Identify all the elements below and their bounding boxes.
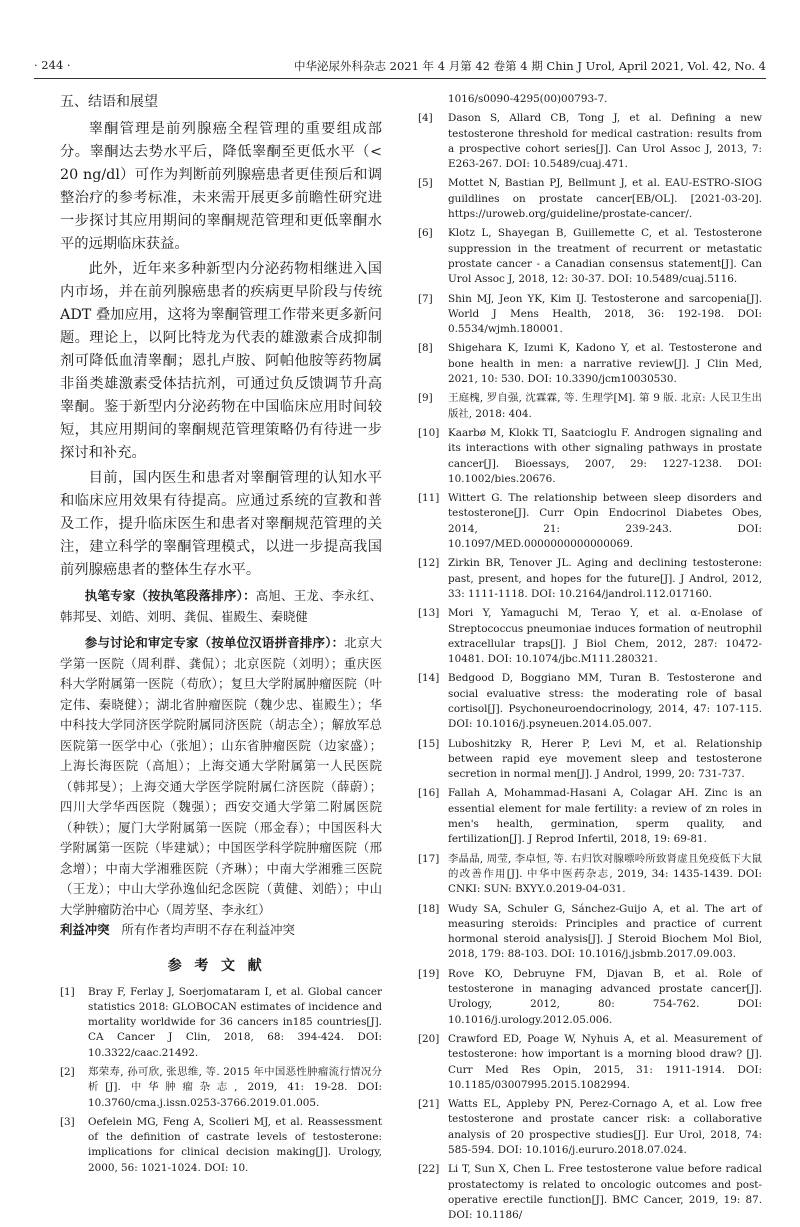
- reference-text: Shin MJ, Jeon YK, Kim IJ. Testosterone and sarcopenia[J]. World J Mens Health, 2018, 36: 192-198. DOI: 0.5534/wjmh.180001.: [448, 292, 762, 336]
- reference-number: [4]: [418, 112, 433, 125]
- reference-number: [5]: [418, 177, 433, 190]
- reference-text: Oefelein MG, Feng A, Scolieri MJ, et al. Reassessment of the definition of castrate levels of testosterone: implications for clinical decision making[J]. Urology, 2000, 56: 1021-1024. DOI: 10.: [88, 1115, 382, 1174]
- reference-number: [12]: [418, 557, 440, 570]
- reference-item: [418, 1097, 762, 1158]
- reference-number: [3]: [60, 1115, 75, 1128]
- reference-number: [11]: [418, 492, 440, 505]
- body-paragraph: 睾酮管理是前列腺癌全程管理的重要组成部分。睾酮达去势水平后，降低睾酮至更低水平（< 20 ng/dl）可作为判断前列腺癌患者更佳预后和调整治疗的参考标准，未来需开展更多前瞻性研究进一步探讨其应用期间的睾酮规范管理和更低睾酮水平的远期临床获益。: [60, 121, 382, 252]
- reference-text: Li T, Sun X, Chen L. Free testosterone value before radical prostatectomy is related to oncologic outcomes and post-operative erectile function[J]. BMC Cancer, 2019, 19: 87. DOI: 10.1186/: [448, 1163, 762, 1222]
- reference-text: Crawford ED, Poage W, Nyhuis A, et al. Measurement of testosterone: how important is a morning blood draw? [J]. Curr Med Res Opin, 2015, 31: 1911-1914. DOI: 10.1185/03007995.2015.1082994.: [448, 1032, 762, 1091]
- reference-number: [6]: [418, 227, 433, 240]
- left-column: [60, 92, 382, 1180]
- reference-number: [21]: [418, 1098, 440, 1111]
- reference-text: Bray F, Ferlay J, Soerjomataram I, et al. Global cancer statistics 2018: GLOBOCAN estimates of incidence and mortality worldwide for 36 cancers in185 countries[J]. CA Cancer J Clin, 2018, 68: 394-424. DOI: 10.3322/caac.21492.: [88, 985, 382, 1059]
- reviewers-note: [60, 633, 382, 920]
- body-paragraph: 目前，国内医生和患者对睾酮管理的认知水平和临床应用效果有待提高。应通过系统的宣教和普及工作，提升临床医生和患者对睾酮规范管理的关注，建立科学的睾酮管理模式，以进一步提高我国前列腺癌患者的整体生存水平。: [60, 470, 382, 578]
- reference-number: [14]: [418, 672, 440, 685]
- reference-item: [418, 902, 762, 963]
- conflict-note: [60, 920, 382, 941]
- reference-item: [418, 852, 762, 898]
- reference-item: [418, 1162, 762, 1223]
- reference-text: Kaarbø M, Klokk TI, Saatcioglu F. Androgen signaling and its interactions with other signaling pathways in prostate cancer[J]. Bioessays, 2007, 29: 1227-1238. DOI: 10.1002/bies.20676.: [448, 426, 762, 485]
- reference-number: [18]: [418, 902, 440, 915]
- reference-text: Luboshitzky R, Herer P, Levi M, et al. Relationship between rapid eye movement sleep and testosterone secretion in normal men[J]. J Androl, 1999, 20: 731-737.: [448, 737, 762, 781]
- reference-item: [60, 1065, 382, 1111]
- reference-number: [8]: [418, 342, 433, 355]
- reference-continuation: 1016/s0090-4295(00)00793-7.: [448, 93, 608, 105]
- reference-number: [13]: [418, 607, 440, 620]
- references-left: [60, 985, 382, 1177]
- conflict-label: 利益冲突: [60, 922, 110, 937]
- references-right: [418, 111, 762, 1223]
- running-header: [34, 56, 766, 79]
- reviewers-text: 北京大学第一医院（周利群、龚侃）；北京医院（刘明）；重庆医科大学附属第一医院（苟欣）；复旦大学附属肿瘤医院（叶定伟、秦晓健）；湖北省肿瘤医院（魏少忠、崔殿生）；华中科技大学同济医学院附属同济医院（胡志全）；解放军总医院第一医学中心（张旭）；山东省肿瘤医院（边家盛）；上海长海医院（高旭）；上海交通大学附属第一人民医院（韩邦旻）；上海交通大学医学院附属仁济医院（薛蔚）；四川大学华西医院（魏强）；西安交通大学第二附属医院（种铁）；厦门大学附属第一医院（邢金春）；中国医科大学附属第一医院（毕建斌）；中国医学科学院肿瘤医院（邢念增）；中南大学湘雅医院（齐琳）；中南大学湘雅三医院（王龙）；中山大学孙逸仙纪念医院（黄健、刘皓）；中山大学肿瘤防治中心（周芳坚、李永红）: [60, 635, 382, 917]
- authors-text: 高旭、王龙、李永红、韩邦旻、刘皓、刘明、龚侃、崔殿生、秦晓健: [60, 588, 382, 624]
- reference-number: [20]: [418, 1032, 440, 1045]
- reference-number: [2]: [60, 1065, 75, 1078]
- conflict-text: 所有作者均声明不存在利益冲突: [121, 922, 295, 937]
- reference-text: Wudy SA, Schuler G, Sánchez-Guijo A, et al. The art of measuring steroids: Principles and practice of current hormonal steroid analysis[J]. J Steroid Biochem Mol Biol, 2018, 179: 88-103. DOI: 10.1016/j.jsbmb.2017.09.003.: [448, 902, 762, 961]
- reference-item: [418, 556, 762, 602]
- reference-item: [418, 176, 762, 222]
- section-heading: 五、结语和展望: [60, 94, 158, 110]
- authors-note: [60, 586, 382, 627]
- reference-text: Mottet N, Bastian PJ, Bellmunt J, et al. EAU-ESTRO-SIOG guildlines on prostate cancer[EB/OL]. [2021-03-20]. https://uroweb.org/guideline/prostate-cancer/.: [448, 177, 762, 221]
- reference-text: Klotz L, Shayegan B, Guillemette C, et al. Testosterone suppression in the treatment of recurrent or metastatic prostate cancer - a Canadian consensus statement[J]. Can Urol Assoc J, 2018, 12: 30-37. DOI: 10.5489/cuaj.5116.: [448, 227, 762, 286]
- reference-text: 王庭槐, 罗自强, 沈霖霖, 等. 生理学[M]. 第 9 版. 北京: 人民卫生出版社, 2018: 404.: [448, 392, 762, 420]
- reference-item: [418, 111, 762, 172]
- reference-item: [418, 426, 762, 487]
- reference-item: [418, 1032, 762, 1093]
- reference-number: [10]: [418, 426, 440, 439]
- reference-number: [22]: [418, 1163, 440, 1176]
- reference-item: [418, 341, 762, 387]
- reviewers-label: 参与讨论和审定专家（按单位汉语拼音排序）：: [84, 635, 345, 650]
- reference-item: [418, 491, 762, 552]
- reference-text: Bedgood D, Boggiano MM, Turan B. Testosterone and social evaluative stress: the moderating role of basal cortisol[J]. Psychoneuroendocrinology, 2014, 47: 107-115. DOI: 10.1016/j.psyneuen.2014.05.007.: [448, 672, 762, 731]
- reference-number: [15]: [418, 737, 440, 750]
- references-heading: 参考文献: [167, 957, 275, 974]
- reference-text: Zirkin BR, Tenover JL. Aging and declining testosterone: past, present, and hopes for the future[J]. J Androl, 2012, 33: 1111-1118. DOI: 10.2164/jandrol.112.017160.: [448, 557, 762, 600]
- reference-item: [418, 391, 762, 422]
- reference-text: 郑荣寿, 孙可欣, 张思维, 等. 2015 年中国恶性肿瘤流行情况分析[J]. 中华肿瘤杂志, 2019, 41: 19-28. DOI: 10.3760/cma.j.issn.0253-3766.2019.01.005.: [88, 1065, 382, 1109]
- reference-item: [418, 671, 762, 732]
- reference-item: [418, 292, 762, 338]
- reference-text: Mori Y, Yamaguchi M, Terao Y, et al. α-Enolase of Streptococcus pneumoniae induces formation of neutrophil extracellular traps[J]. J Biol Chem, 2012, 287: 10472-10481. DOI: 10.1074/jbc.M111.280321.: [448, 607, 762, 666]
- reference-item: [60, 1115, 382, 1176]
- reference-text: Watts EL, Appleby PN, Perez-Cornago A, et al. Low free testosterone and prostate cancer risk: a collaborative analysis of 20 prospective studies[J]. Eur Urol, 2018, 74: 585-594. DOI: 10.1016/j.eururo.2018.07.024.: [448, 1098, 762, 1156]
- reference-number: [7]: [418, 292, 433, 305]
- reference-item: [418, 786, 762, 847]
- reference-number: [17]: [418, 852, 440, 865]
- reference-text: Shigehara K, Izumi K, Kadono Y, et al. Testosterone and bone health in men: a narrative review[J]. J Clin Med, 2021, 10: 530. DOI: 10.3390/jcm10030530.: [448, 342, 762, 386]
- reference-item: [418, 967, 762, 1028]
- body-paragraph: 此外，近年来多种新型内分泌药物相继进入国内市场，并在前列腺癌患者的疾病更早阶段与传统 ADT 叠加应用，这将为睾酮管理工作带来更多新问题。理论上，以阿比特龙为代表的雄激素合成抑制剂可降低血清睾酮；恩扎卢胺、阿帕他胺等药物属非甾类雄激素受体拮抗剂，可通过负反馈调节升高睾酮。鉴于新型内分泌药物在中国临床应用时间较短，其应用期间的睾酮规范管理策略仍有待进一步探讨和补充。: [60, 261, 382, 461]
- page-number: · 244 ·: [34, 58, 71, 72]
- reference-item: [418, 606, 762, 667]
- reference-text: 李晶晶, 周莹, 李卓恒, 等. 右归饮对腺嘌呤所致肾虚且免疫低下大鼠的改善作用[J]. 中华中医药杂志, 2019, 34: 1435-1439. DOI: CNKI: SUN: BXYY.0.2019-04-031.: [448, 852, 762, 896]
- reference-number: [16]: [418, 787, 440, 800]
- reference-text: Dason S, Allard CB, Tong J, et al. Defining a new testosterone threshold for medical castration: results from a prospective cohort series[J]. Can Urol Assoc J, 2013, 7: E263-267. DOI: 10.5489/cuaj.471.: [448, 112, 762, 171]
- reference-text: Rove KO, Debruyne FM, Djavan B, et al. Role of testosterone in managing advanced prostate cancer[J]. Urology, 2012, 80: 754-762. DOI: 10.1016/j.urology.2012.05.006.: [448, 967, 762, 1026]
- journal-citation: 中华泌尿外科杂志 2021 年 4 月第 42 卷第 4 期 Chin J Urol, April 2021, Vol. 42, No. 4: [293, 59, 766, 73]
- reference-item: [418, 737, 762, 783]
- reference-text: Wittert G. The relationship between sleep disorders and testosterone[J]. Curr Opin Endocrinol Diabetes Obes, 2014, 21: 239-243. DOI: 10.1097/MED.0000000000000069.: [448, 492, 762, 551]
- reference-number: [19]: [418, 967, 440, 980]
- authors-label: 执笔专家（按执笔段落排序）：: [84, 588, 256, 603]
- reference-number: [9]: [418, 392, 433, 405]
- reference-item: [60, 985, 382, 1061]
- right-column: [418, 92, 762, 1227]
- reference-text: Fallah A, Mohammad-Hasani A, Colagar AH. Zinc is an essential element for male fertility: a review of zn roles in men's health, germination, sperm quality, and fertilization[J]. J Reprod Infertil, 2018, 19: 69-81.: [448, 787, 762, 846]
- reference-number: [1]: [60, 985, 75, 998]
- reference-item: [418, 226, 762, 287]
